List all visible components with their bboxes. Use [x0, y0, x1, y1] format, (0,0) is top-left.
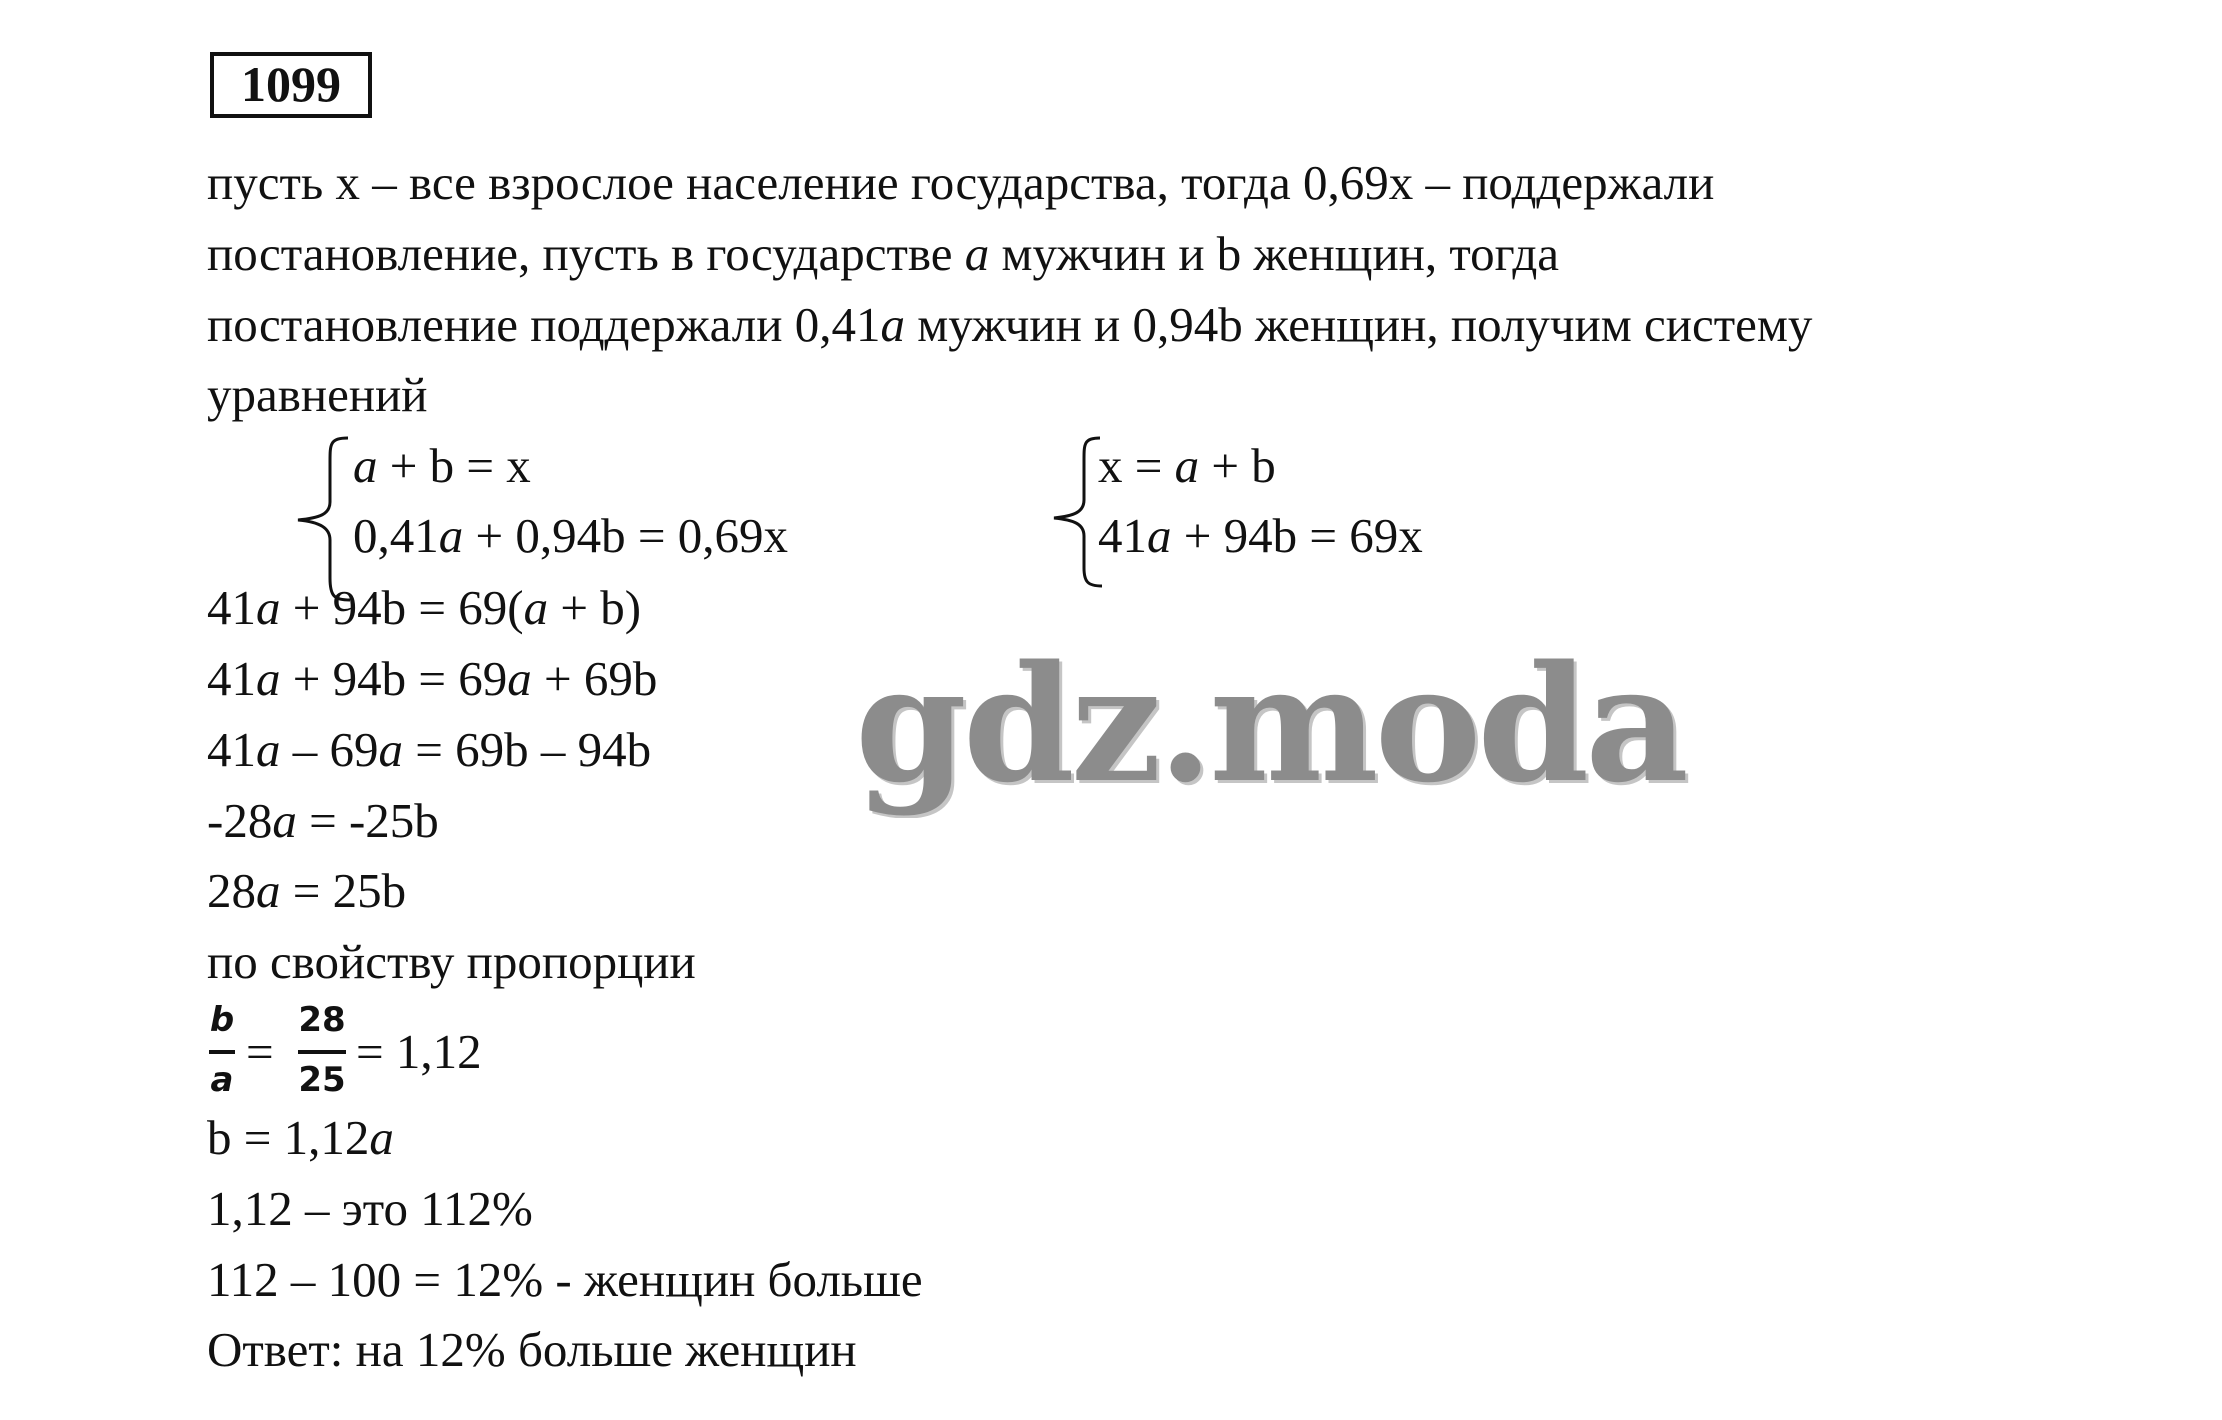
step-line: 41a + 94b = 69a + 69b	[207, 651, 658, 706]
italic-variable: a	[353, 438, 378, 493]
fraction-denominator: 25	[298, 1060, 346, 1100]
italic-variable: a	[369, 1110, 394, 1165]
system1-eq: a + b = x	[353, 438, 531, 493]
final-line: 1,12 – это 112%	[207, 1181, 533, 1236]
italic-variable: a	[880, 297, 905, 352]
italic-variable: a	[507, 651, 532, 706]
system2-eq: x = a + b	[1098, 438, 1276, 493]
final-line: b = 1,12a	[207, 1110, 394, 1165]
italic-variable: a	[272, 793, 297, 848]
final-line: 112 – 100 = 12% - женщин больше	[207, 1252, 923, 1307]
step-line: по свойству пропорции	[207, 934, 696, 989]
italic-variable: a	[256, 651, 281, 706]
paragraph-line: постановление поддержали 0,41a мужчин и 0,94b женщин, получим систему	[207, 297, 1813, 352]
italic-variable: a	[256, 722, 281, 777]
italic-variable: a	[964, 226, 990, 281]
italic-variable: a	[378, 722, 403, 777]
watermark: gdz.moda	[855, 630, 1685, 818]
italic-variable: a	[256, 863, 281, 918]
italic-variable: a	[256, 580, 281, 635]
fraction-numerator: b	[209, 1000, 235, 1040]
italic-variable: a	[1147, 508, 1172, 563]
answer-line: Ответ: на 12% больше женщин	[207, 1322, 857, 1377]
fraction-result: = 1,12	[356, 1024, 482, 1079]
step-line: 41a + 94b = 69(a + b)	[207, 580, 642, 635]
system1-eq: 0,41a + 0,94b = 0,69x	[353, 508, 789, 563]
italic-variable: a	[438, 508, 464, 563]
step-line: 41a – 69a = 69b – 94b	[207, 722, 652, 777]
fraction-denominator: a	[210, 1060, 234, 1100]
step-line: -28a = -25b	[207, 793, 439, 848]
fraction-equals: =	[246, 1024, 274, 1079]
system2-eq: 41a + 94b = 69x	[1098, 508, 1423, 563]
fraction-numerator: 28	[298, 1000, 346, 1040]
italic-variable: a	[1174, 438, 1200, 493]
paragraph-line: пусть x – все взрослое население государства, тогда 0,69x – поддержали	[207, 155, 1715, 210]
problem-number: 1099	[210, 52, 372, 118]
italic-variable: a	[523, 580, 549, 635]
paragraph-line: уравнений	[207, 367, 428, 422]
paragraph-line: постановление, пусть в государстве a мужчин и b женщин, тогда	[207, 226, 1560, 281]
step-line: 28a = 25b	[207, 863, 407, 918]
